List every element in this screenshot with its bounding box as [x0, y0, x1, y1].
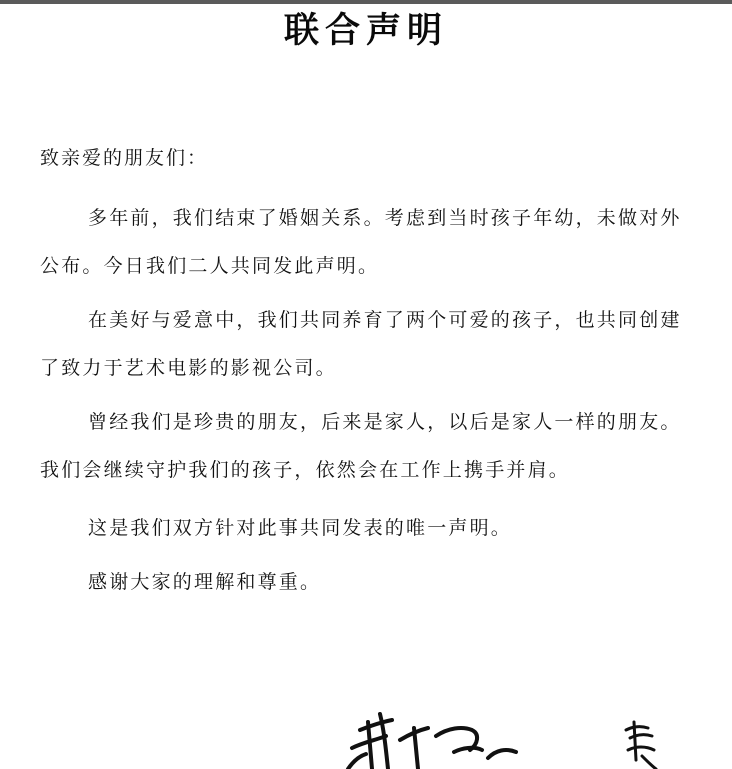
- paragraph-4: 这是我们双方针对此事共同发表的唯一声明。: [88, 517, 513, 539]
- salutation: 致亲爱的朋友们：: [40, 147, 209, 169]
- top-border: [0, 0, 732, 4]
- signature-1: [348, 714, 516, 769]
- signature-2: [626, 722, 656, 769]
- paragraph-1: 多年前，我们结束了婚姻关系。考虑到当时孩子年幼，未做对外公布。今日我们二人共同发此声明。: [40, 207, 682, 277]
- document-title: 联合声明: [283, 11, 448, 51]
- signatures: [330, 700, 732, 769]
- paragraph-3: 曾经我们是珍贵的朋友，后来是家人，以后是家人一样的朋友。我们会继续守护我们的孩子，依然会在工作上携手并肩。: [40, 411, 682, 481]
- handwritten-signatures: [330, 700, 732, 769]
- paragraph-2: 在美好与爱意中，我们共同养育了两个可爱的孩子，也共同创建了致力于艺术电影的影视公司。: [40, 309, 682, 379]
- paragraph-5: 感谢大家的理解和尊重。: [88, 571, 322, 593]
